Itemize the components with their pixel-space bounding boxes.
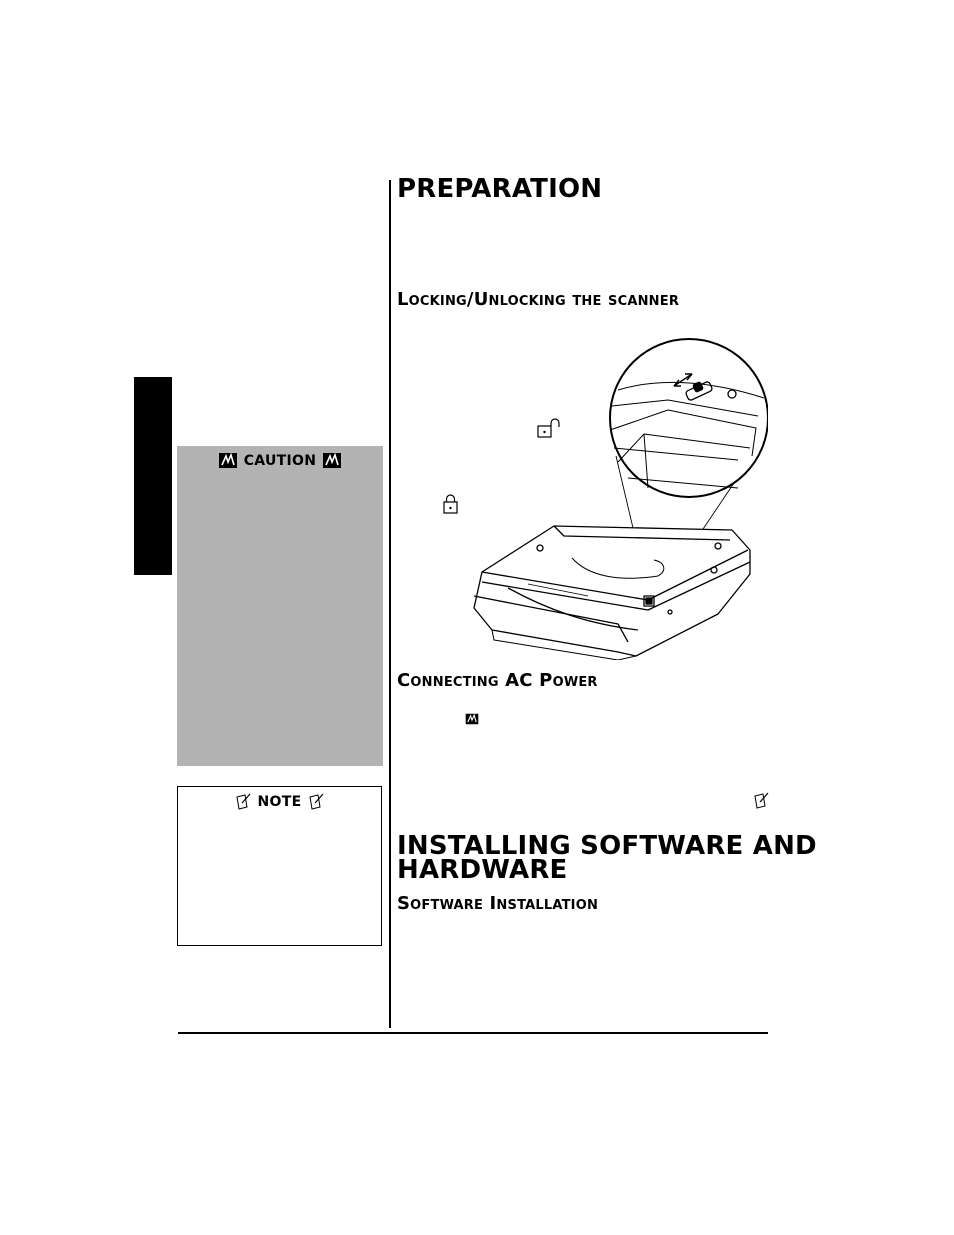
note-label: NOTE — [257, 794, 302, 810]
note-icon — [234, 793, 252, 811]
heading-installing-line2: HARDWARE — [397, 855, 568, 885]
lock-icon — [442, 494, 460, 514]
scanner-illustration — [468, 338, 768, 660]
caution-icon — [465, 713, 479, 725]
caution-heading — [177, 452, 383, 469]
heading-locking: Locking/Unlocking the scanner — [397, 289, 680, 310]
column-divider — [389, 180, 391, 1028]
caution-icon — [322, 452, 342, 469]
heading-connecting: Connecting AC Power — [397, 670, 598, 691]
caution-label: CAUTION — [243, 452, 317, 469]
note-heading — [178, 793, 381, 811]
heading-installing-line1: INSTALLING SOFTWARE AND — [397, 831, 817, 861]
heading-software: Software Installation — [397, 893, 599, 914]
caution-icon — [218, 452, 238, 469]
heading-preparation: PREPARATION — [397, 174, 603, 204]
caution-box — [177, 446, 383, 766]
note-icon — [752, 792, 770, 810]
note-box — [177, 786, 382, 946]
footer-rule — [178, 1032, 768, 1034]
note-icon — [307, 793, 325, 811]
section-thumb-tab — [134, 377, 172, 575]
